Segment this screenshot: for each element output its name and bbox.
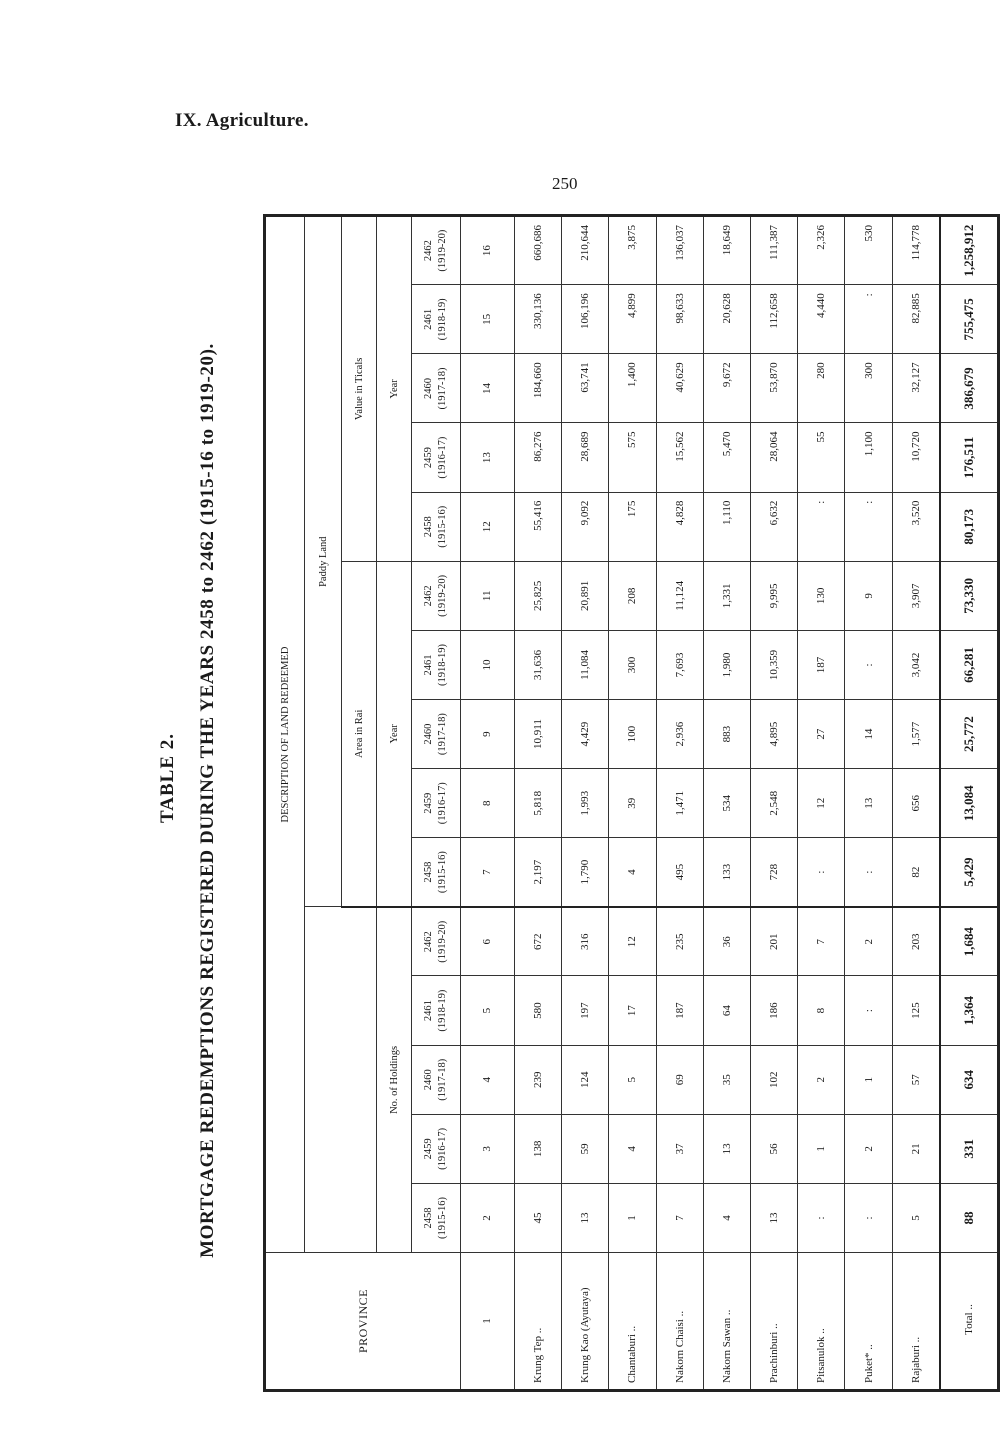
area-cell: 27 [798, 700, 845, 769]
table-label: TABLE 2. [157, 733, 178, 824]
value-cell: 1,100 [845, 423, 892, 492]
value-cell: 82,885 [892, 285, 940, 354]
area-cell: 2,936 [656, 700, 703, 769]
area-cell: 66,281 [940, 630, 998, 699]
area-cell: 2,548 [750, 769, 797, 838]
area-cell: 13 [845, 769, 892, 838]
redemptions-table [263, 214, 1000, 1392]
area-cell: 130 [798, 561, 845, 630]
column-index-cell: 13 [461, 423, 515, 492]
redemptions-table-wrapper [263, 214, 1000, 1392]
value-cell: 175 [609, 492, 656, 561]
province-cell: Krung Kao (Ayutaya) [562, 1253, 609, 1391]
holdings-cell: 203 [892, 907, 940, 976]
holdings-cell: 316 [562, 907, 609, 976]
column-index-cell: 15 [461, 285, 515, 354]
value-cell: 2,326 [798, 216, 845, 285]
holdings-cell: 4 [609, 1114, 656, 1183]
holdings-cell: 138 [514, 1114, 561, 1183]
holdings-cell: 2 [845, 907, 892, 976]
area-cell: 11,084 [562, 630, 609, 699]
area-cell: 187 [798, 630, 845, 699]
table-row [514, 216, 561, 1391]
year-header-cell [412, 630, 461, 699]
holdings-cell: : [845, 1183, 892, 1252]
value-cell: 6,632 [750, 492, 797, 561]
province-cell: Total .. [940, 1253, 998, 1391]
value-cell: 28,064 [750, 423, 797, 492]
year-header-cell [412, 1045, 461, 1114]
area-cell: 4,895 [750, 700, 797, 769]
table-row [892, 216, 940, 1391]
value-cell: 40,629 [656, 354, 703, 423]
table-row [798, 216, 845, 1391]
value-cell: 3,520 [892, 492, 940, 561]
holdings-cell: 4 [703, 1183, 750, 1252]
year-header-cell [412, 1114, 461, 1183]
area-cell: 5,429 [940, 838, 998, 907]
area-cell: 25,772 [940, 700, 998, 769]
table-row [609, 216, 656, 1391]
holdings-cell: 5 [892, 1183, 940, 1252]
holdings-cell: 88 [940, 1183, 998, 1252]
year-header-cell [412, 700, 461, 769]
holdings-cell: 17 [609, 976, 656, 1045]
value-cell: 10,720 [892, 423, 940, 492]
value-cell: 63,741 [562, 354, 609, 423]
year-be: 2458 [423, 861, 434, 883]
holdings-cell: 64 [703, 976, 750, 1045]
year-header-cell [412, 907, 461, 976]
value-cell: 98,633 [656, 285, 703, 354]
year-header-cell [412, 423, 461, 492]
value-cell: 112,658 [750, 285, 797, 354]
province-cell: Rajaburi .. [892, 1253, 940, 1391]
holdings-cell: 35 [703, 1045, 750, 1114]
holdings-cell: 235 [656, 907, 703, 976]
area-cell: 9 [845, 561, 892, 630]
value-cell: 28,689 [562, 423, 609, 492]
year-be: 2458 [423, 516, 434, 538]
area-cell: 534 [703, 769, 750, 838]
value-cell: 1,110 [703, 492, 750, 561]
area-cell: 31,636 [514, 630, 561, 699]
holdings-cell: 634 [940, 1045, 998, 1114]
value-cell: 660,686 [514, 216, 561, 285]
area-cell: 1,993 [562, 769, 609, 838]
section-title: IX. Agriculture. [175, 110, 309, 131]
value-cell: 80,173 [940, 492, 998, 561]
year-ce: (1917-18) [437, 1058, 448, 1101]
total-row [940, 216, 998, 1391]
area-cell: 1,790 [562, 838, 609, 907]
value-cell: 300 [845, 354, 892, 423]
value-cell: 53,870 [750, 354, 797, 423]
column-index-cell: 10 [461, 630, 515, 699]
area-year-header: Year [377, 561, 412, 907]
value-cell: 106,196 [562, 285, 609, 354]
column-index-cell: 12 [461, 492, 515, 561]
year-header-cell [412, 976, 461, 1045]
holdings-cell: 13 [562, 1183, 609, 1252]
holdings-cell: 1,684 [940, 907, 998, 976]
year-ce: (1917-18) [437, 367, 448, 410]
holdings-cell: 69 [656, 1045, 703, 1114]
column-index-cell: 16 [461, 216, 515, 285]
area-header: Area in Rai [342, 561, 377, 907]
province-cell: Nakorn Chaisi .. [656, 1253, 703, 1391]
holdings-cell: 186 [750, 976, 797, 1045]
area-cell: 300 [609, 630, 656, 699]
year-ce: (1915-16) [437, 505, 448, 548]
area-cell: 12 [798, 769, 845, 838]
holdings-cell: 2 [798, 1045, 845, 1114]
area-cell: 883 [703, 700, 750, 769]
value-cell: 3,875 [609, 216, 656, 285]
year-ce: (1916-17) [437, 436, 448, 479]
column-index-cell: 4 [461, 1045, 515, 1114]
year-ce: (1915-16) [437, 851, 448, 894]
area-cell: : [845, 838, 892, 907]
holdings-cell: 12 [609, 907, 656, 976]
column-index-cell: 2 [461, 1183, 515, 1252]
column-index-cell: 11 [461, 561, 515, 630]
year-be: 2462 [423, 931, 434, 953]
value-cell: : [798, 492, 845, 561]
value-cell: 55,416 [514, 492, 561, 561]
value-cell: 210,644 [562, 216, 609, 285]
table-caption: MORTGAGE REDEMPTIONS REGISTERED DURING THE YEARS 2458 to 2462 (1915-16 to 1919-20). [197, 343, 218, 1258]
year-ce: (1919-20) [437, 229, 448, 272]
holdings-cell: 7 [656, 1183, 703, 1252]
year-ce: (1917-18) [437, 713, 448, 756]
holdings-cell: 1 [845, 1045, 892, 1114]
area-cell: 11,124 [656, 561, 703, 630]
area-cell: 1,471 [656, 769, 703, 838]
holdings-cell: 197 [562, 976, 609, 1045]
province-cell: Puket* .. [845, 1253, 892, 1391]
holdings-cell: : [798, 1183, 845, 1252]
year-be: 2458 [423, 1207, 434, 1229]
province-cell: Chantaburi .. [609, 1253, 656, 1391]
area-cell: 39 [609, 769, 656, 838]
area-cell: 656 [892, 769, 940, 838]
province-cell: Krung Tep .. [514, 1253, 561, 1391]
province-header: PROVINCE [265, 1253, 461, 1391]
value-cell: 755,475 [940, 285, 998, 354]
area-cell: 133 [703, 838, 750, 907]
value-cell: : [845, 492, 892, 561]
year-header-cell [412, 769, 461, 838]
area-cell: 2,197 [514, 838, 561, 907]
holdings-cell: 672 [514, 907, 561, 976]
value-cell: 280 [798, 354, 845, 423]
value-cell: 1,258,912 [940, 216, 998, 285]
year-ce: (1916-17) [437, 782, 448, 825]
area-cell: 100 [609, 700, 656, 769]
area-cell: 728 [750, 838, 797, 907]
value-cell: 4,899 [609, 285, 656, 354]
year-be: 2461 [423, 1000, 434, 1022]
area-cell: 73,330 [940, 561, 998, 630]
value-cell: 86,276 [514, 423, 561, 492]
value-cell: 136,037 [656, 216, 703, 285]
year-be: 2461 [423, 308, 434, 330]
holdings-cell: 331 [940, 1114, 998, 1183]
page-number: 250 [552, 174, 578, 193]
year-header-cell [412, 1183, 461, 1252]
holdings-cell: 8 [798, 976, 845, 1045]
value-cell: 9,092 [562, 492, 609, 561]
holdings-spacer [305, 907, 377, 1253]
year-be: 2460 [423, 723, 434, 745]
year-ce: (1919-20) [437, 920, 448, 963]
table-row [750, 216, 797, 1391]
holdings-cell: 37 [656, 1114, 703, 1183]
holdings-cell: 580 [514, 976, 561, 1045]
paddy-land-header: Paddy Land [305, 216, 342, 907]
area-cell: 1,331 [703, 561, 750, 630]
area-cell: : [845, 630, 892, 699]
table-row [562, 216, 609, 1391]
province-cell: Nakorn Sawan .. [703, 1253, 750, 1391]
area-cell: 20,891 [562, 561, 609, 630]
value-cell: 4,440 [798, 285, 845, 354]
area-cell: 208 [609, 561, 656, 630]
value-cell: 530 [845, 216, 892, 285]
area-cell: 5,818 [514, 769, 561, 838]
year-header-cell [412, 216, 461, 285]
value-cell: 4,828 [656, 492, 703, 561]
year-be: 2459 [423, 447, 434, 469]
column-index-cell: 3 [461, 1114, 515, 1183]
area-cell: 4,429 [562, 700, 609, 769]
year-header-cell [412, 838, 461, 907]
year-be: 2461 [423, 654, 434, 676]
area-cell: 14 [845, 700, 892, 769]
year-be: 2459 [423, 1138, 434, 1160]
column-index-cell: 7 [461, 838, 515, 907]
value-cell: 386,679 [940, 354, 998, 423]
value-year-header: Year [377, 216, 412, 562]
year-be: 2462 [423, 585, 434, 607]
holdings-cell: 56 [750, 1114, 797, 1183]
year-be: 2462 [423, 240, 434, 262]
value-cell: 176,511 [940, 423, 998, 492]
value-cell: 114,778 [892, 216, 940, 285]
column-index-cell: 9 [461, 700, 515, 769]
holdings-header: No. of Holdings [377, 907, 412, 1253]
value-cell: 9,672 [703, 354, 750, 423]
column-index-cell: 6 [461, 907, 515, 976]
area-cell: : [798, 838, 845, 907]
area-cell: 13,084 [940, 769, 998, 838]
area-cell: 1,577 [892, 700, 940, 769]
holdings-cell: 2 [845, 1114, 892, 1183]
value-cell: 18,649 [703, 216, 750, 285]
column-index-cell: 1 [461, 1253, 515, 1391]
area-cell: 4 [609, 838, 656, 907]
year-ce: (1918-19) [437, 298, 448, 341]
holdings-cell: 102 [750, 1045, 797, 1114]
value-header: Value in Ticals [342, 216, 377, 562]
value-cell: 5,470 [703, 423, 750, 492]
column-index-cell: 5 [461, 976, 515, 1045]
value-cell: 15,562 [656, 423, 703, 492]
description-header: DESCRIPTION OF LAND REDEEMED [265, 216, 305, 1253]
province-cell: Prachinburi .. [750, 1253, 797, 1391]
area-cell: 10,911 [514, 700, 561, 769]
value-cell: 55 [798, 423, 845, 492]
year-ce: (1918-19) [437, 989, 448, 1032]
year-ce: (1918-19) [437, 643, 448, 686]
holdings-cell: 1 [609, 1183, 656, 1252]
holdings-cell: 13 [750, 1183, 797, 1252]
year-be: 2460 [423, 1069, 434, 1091]
province-cell: Pitsanulok .. [798, 1253, 845, 1391]
column-index-cell: 14 [461, 354, 515, 423]
holdings-cell: 13 [703, 1114, 750, 1183]
holdings-cell: 239 [514, 1045, 561, 1114]
area-cell: 10,359 [750, 630, 797, 699]
holdings-cell: 59 [562, 1114, 609, 1183]
table-row [845, 216, 892, 1391]
table-row [703, 216, 750, 1391]
year-be: 2459 [423, 792, 434, 814]
holdings-cell: 5 [609, 1045, 656, 1114]
year-header-cell [412, 354, 461, 423]
value-cell: 575 [609, 423, 656, 492]
area-cell: 1,980 [703, 630, 750, 699]
year-header-cell [412, 492, 461, 561]
value-cell: 1,400 [609, 354, 656, 423]
holdings-cell: 7 [798, 907, 845, 976]
holdings-cell: 21 [892, 1114, 940, 1183]
year-header-cell [412, 285, 461, 354]
holdings-cell: 57 [892, 1045, 940, 1114]
table-row [656, 216, 703, 1391]
value-cell: 330,136 [514, 285, 561, 354]
year-header-cell [412, 561, 461, 630]
area-cell: 7,693 [656, 630, 703, 699]
area-cell: 25,825 [514, 561, 561, 630]
area-cell: 9,995 [750, 561, 797, 630]
holdings-cell: : [845, 976, 892, 1045]
year-ce: (1916-17) [437, 1127, 448, 1170]
year-ce: (1915-16) [437, 1196, 448, 1239]
holdings-cell: 45 [514, 1183, 561, 1252]
value-cell: 32,127 [892, 354, 940, 423]
holdings-cell: 36 [703, 907, 750, 976]
year-be: 2460 [423, 377, 434, 399]
area-cell: 3,042 [892, 630, 940, 699]
holdings-cell: 1,364 [940, 976, 998, 1045]
value-cell: 184,660 [514, 354, 561, 423]
area-cell: 82 [892, 838, 940, 907]
area-cell: 495 [656, 838, 703, 907]
value-cell: 111,387 [750, 216, 797, 285]
holdings-cell: 201 [750, 907, 797, 976]
holdings-cell: 1 [798, 1114, 845, 1183]
holdings-cell: 124 [562, 1045, 609, 1114]
value-cell: 20,628 [703, 285, 750, 354]
holdings-cell: 125 [892, 976, 940, 1045]
area-cell: 3,907 [892, 561, 940, 630]
year-ce: (1919-20) [437, 574, 448, 617]
column-index-cell: 8 [461, 769, 515, 838]
holdings-cell: 187 [656, 976, 703, 1045]
value-cell: : [845, 285, 892, 354]
